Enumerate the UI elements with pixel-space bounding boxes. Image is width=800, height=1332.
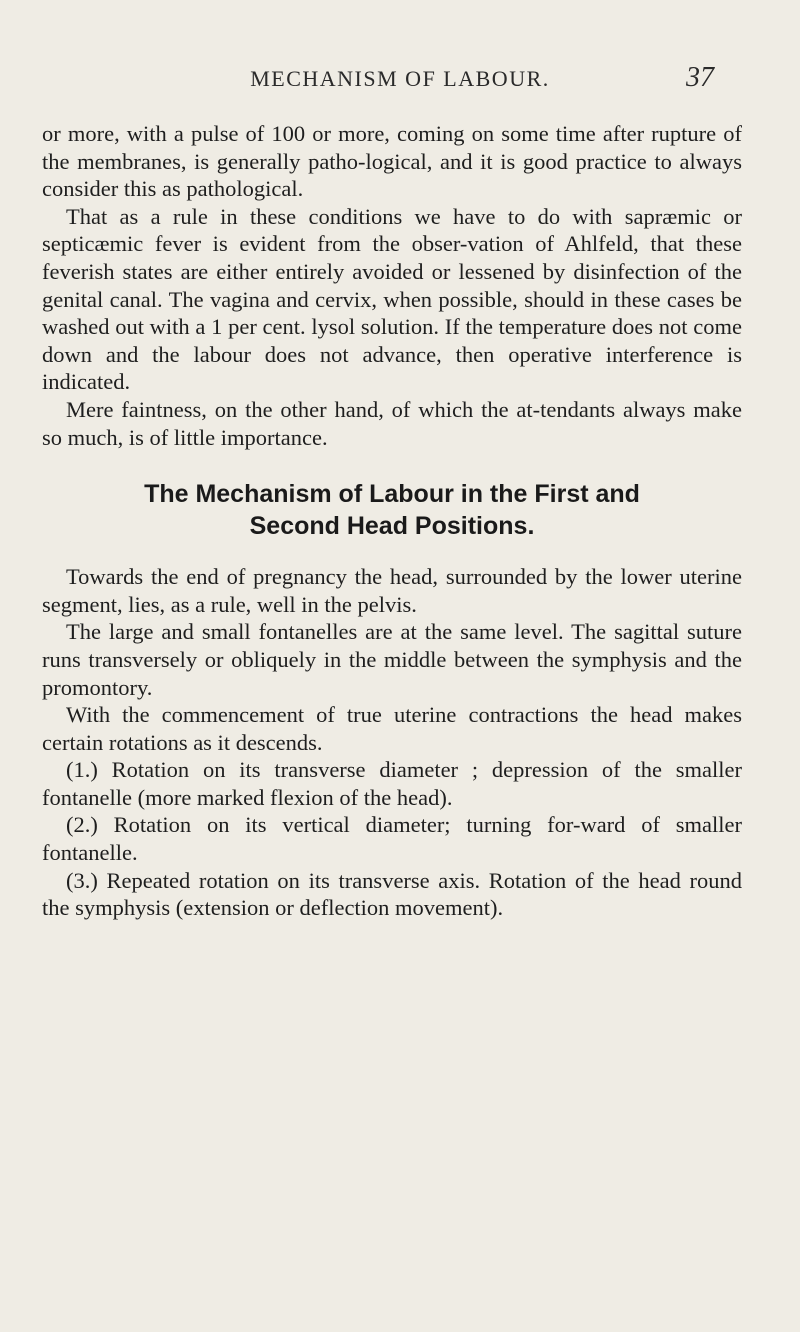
body-text [42, 120, 742, 922]
list-item: (2.) Rotation on its vertical diameter; turning for-ward of smaller fontanelle. [42, 812, 742, 866]
paragraph: The large and small fontanelles are at the same level. The sagittal suture runs transversely or obliquely in the middle between the symphysis and the promontory. [42, 619, 742, 700]
page-number: 37 [686, 62, 714, 93]
list-item: (3.) Repeated rotation on its transverse axis. Rotation of the head round the symphysis (extension or deflection movement). [42, 867, 742, 921]
section-heading-line: The Mechanism of Labour in the First and [144, 480, 640, 509]
paragraph: Mere faintness, on the other hand, of which the at-tendants always make so much, is of little importance. [42, 396, 742, 450]
section-heading [42, 478, 742, 542]
paragraph: That as a rule in these conditions we have to do with sapræmic or septicæmic fever is evident from the obser-vation of Ahlfeld, that these feverish states are either entirely avoided or lessened by disinfection of the genital canal. The vagina and cervix, when possible, should in these cases be washed out with a 1 per cent. lysol solution. If the temperature does not come down and the labour does not advance, then operative interference is indicated. [42, 203, 742, 395]
paragraph: Towards the end of pregnancy the head, surrounded by the lower uterine segment, lies, as a rule, well in the pelvis. [42, 564, 742, 617]
paragraph: or more, with a pulse of 100 or more, coming on some time after rupture of the membranes, is generally patho-logical, and it is good practice to always consider this as pathological. [42, 121, 742, 202]
running-title: MECHANISM OF LABOUR. [250, 66, 550, 91]
paragraph: With the commencement of true uterine contractions the head makes certain rotations as it descends. [42, 702, 742, 755]
section-heading-line: Second Head Positions. [249, 512, 535, 541]
list-item: (1.) Rotation on its transverse diameter ; depression of the smaller fontanelle (more marked flexion of the head). [42, 757, 742, 810]
running-head [0, 62, 800, 102]
